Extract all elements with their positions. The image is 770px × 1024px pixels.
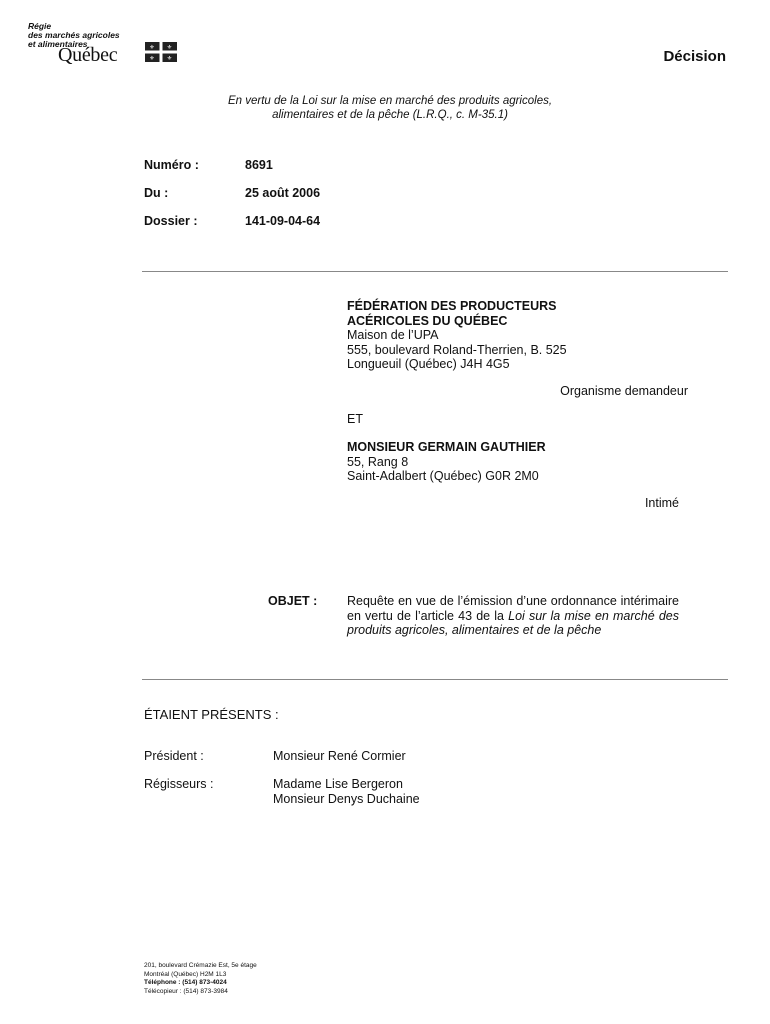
statute-line: En vertu de la Loi sur la mise en marché des produits agricoles, — [227, 95, 553, 107]
org-line: et alimentaires — [28, 39, 88, 49]
dossier-label: Dossier : — [144, 214, 198, 228]
objet-label: OBJET : — [268, 594, 318, 608]
regisseur-name: Monsieur Denys Duchaine — [273, 791, 420, 806]
footer-fax: Télécopieur : (514) 873-3984 — [144, 987, 228, 995]
footer-contact — [144, 962, 257, 996]
applicant-block — [347, 299, 567, 372]
dossier-value: 141-09-04-64 — [245, 214, 321, 228]
applicant-address-line: 555, boulevard Roland-Therrien, B. 525 — [347, 342, 567, 357]
president-label: Président : — [144, 749, 204, 763]
date-label: Du : — [144, 186, 169, 200]
and-separator: ET — [347, 412, 363, 426]
objet-law-title: Loi sur la mise en marché des produits agricoles, alimentaires et de la pêche — [347, 608, 679, 637]
svg-text:⚜: ⚜ — [149, 55, 155, 62]
respondent-name: MONSIEUR GERMAIN GAUTHIER — [347, 440, 546, 454]
numero-value: 8691 — [245, 158, 273, 172]
present-heading: ÉTAIENT PRÉSENTS : — [144, 707, 279, 722]
objet-text — [347, 594, 679, 638]
document-type: Décision — [663, 48, 726, 65]
svg-text:⚜: ⚜ — [166, 55, 173, 62]
applicant-role: Organisme demandeur — [560, 384, 688, 398]
svg-text:⚜: ⚜ — [166, 44, 173, 51]
regisseurs-label: Régisseurs : — [144, 777, 214, 791]
applicant-name-line: FÉDÉRATION DES PRODUCTEURS — [347, 299, 557, 313]
respondent-address-line: Saint-Adalbert (Québec) G0R 2M0 — [347, 469, 539, 483]
org-line: des marchés agricoles — [28, 30, 120, 40]
statute-line: alimentaires et de la pêche (L.R.Q., c. M-35.1) — [272, 109, 508, 121]
svg-text:⚜: ⚜ — [149, 44, 155, 51]
objet-text-plain: Requête en vue de l’émission d’une ordonnance intérimaire en vertu de l’article 43 de la — [347, 594, 679, 623]
footer-phone: Téléphone : (514) 873-4024 — [144, 979, 227, 986]
applicant-address-line: Maison de l’UPA — [347, 328, 439, 342]
regisseurs-names — [273, 777, 420, 806]
applicant-name-line: ACÉRICOLES DU QUÉBEC — [347, 313, 508, 328]
footer-address: 201, boulevard Crémazie Est, 5e étage — [144, 962, 257, 969]
applicant-address-line: Longueuil (Québec) J4H 4G5 — [347, 357, 510, 371]
respondent-role: Intimé — [644, 496, 679, 510]
president-name: Monsieur René Cormier — [273, 749, 406, 763]
respondent-address-line: 55, Rang 8 — [347, 454, 409, 469]
divider — [142, 271, 728, 272]
divider — [142, 679, 728, 680]
footer-address: Montréal (Québec) H2M 1L3 — [144, 970, 227, 978]
regisseur-name: Madame Lise Bergeron — [273, 777, 403, 791]
numero-label: Numéro : — [144, 158, 199, 172]
statute-reference — [150, 94, 630, 122]
org-line: Régie — [28, 21, 52, 31]
quebec-wordmark: Québec — [58, 44, 118, 66]
date-value: 25 août 2006 — [245, 186, 321, 200]
respondent-block — [347, 440, 546, 484]
quebec-flag-icon — [145, 42, 177, 62]
